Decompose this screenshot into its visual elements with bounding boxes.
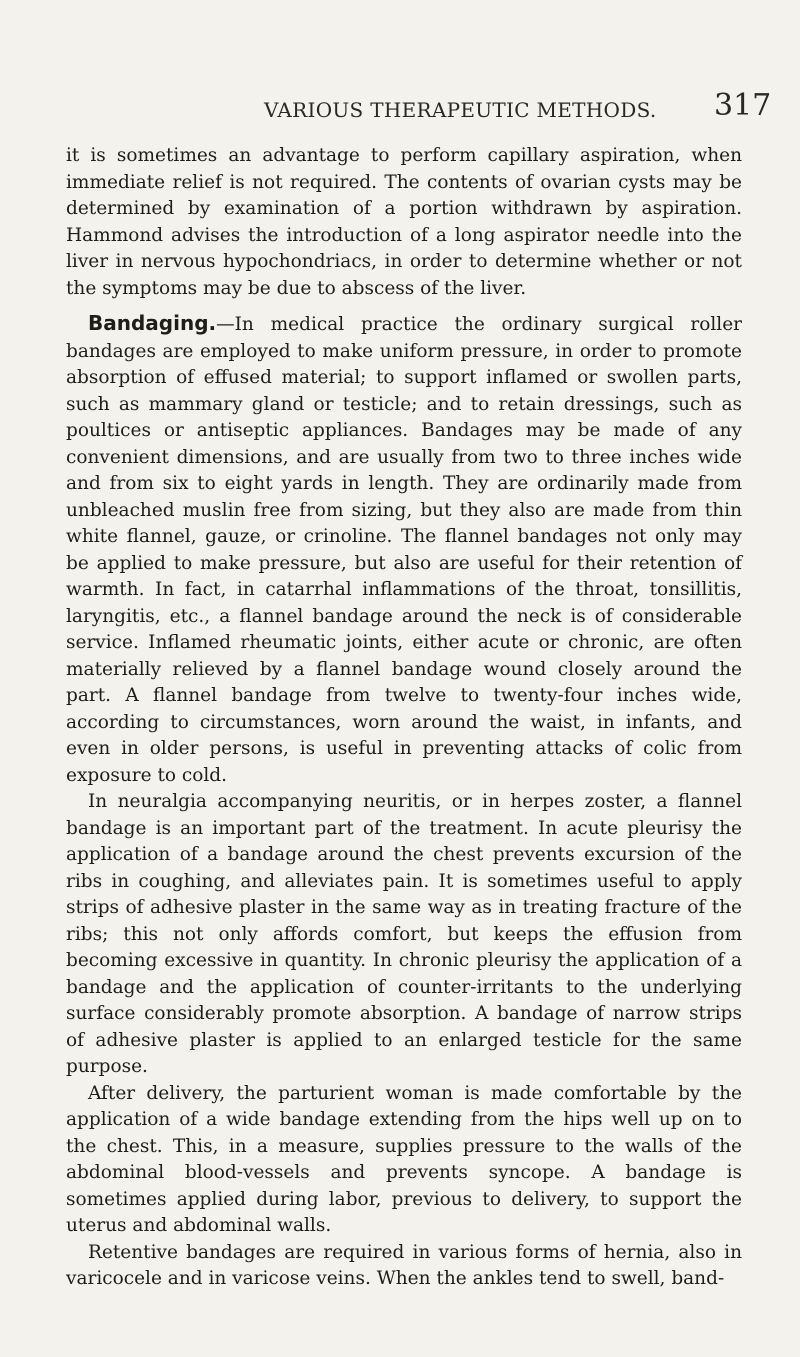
page-number: 317	[714, 88, 772, 123]
body-text	[66, 143, 742, 1293]
paragraph-delivery: After delivery, the parturient woman is made comfortable by the application of a wide bandage extending from the hips well up on to the chest. This, in a measure, supplies pressure to the walls of the abdominal blood-vessels and prevents syncope. A bandage is sometimes applied during labor, previous to delivery, to support the uterus and abdominal walls.	[66, 1082, 742, 1236]
paragraph-aspiration: it is sometimes an advantage to perform capillary aspiration, when immediate relief is not required. The contents of ovarian cysts may be determined by examination of a portion withdrawn by aspiration. Hammond advises the introduction of a long aspirator needle into the liver in nervous hypochondriacs, in order to determine whether or not the symptoms may be due to abscess of the liver.	[66, 145, 742, 299]
paragraph-bandaging	[66, 310, 742, 789]
section-heading-bandaging: Bandaging.	[88, 311, 217, 335]
paragraph-bandaging-text: —In medical practice the ordinary surgical roller bandages are employed to make uniform pressure, in order to promote absorption of effused material; to support inflamed or swollen parts, such as mammary gland or testicle; and to retain dressings, such as poultices or antiseptic appliances. Bandages may be made of any convenient dimensions, and are usually from two to three inches wide and from six to eight yards in length. They are ordinarily made from unbleached muslin free from sizing, but they also are made from thin white flannel, gauze, or crinoline. The flannel bandages not only may be applied to make pressure, but also are useful for their retention of warmth. In fact, in catarrhal inflammations of the throat, tonsillitis, laryngitis, etc., a flannel bandage around the neck is of considerable service. Inflamed rheumatic joints, either acute or chronic, are often materially relieved by a flannel bandage wound closely around the part. A flannel bandage from twelve to twenty-four inches wide, according to circumstances, worn around the waist, in infants, and even in older persons, is useful in preventing attacks of colic from exposure to cold.	[66, 314, 742, 786]
running-head: VARIOUS THERAPEUTIC METHODS.	[264, 98, 657, 122]
paragraph-retentive-bandages: Retentive bandages are required in various forms of hernia, also in varicocele and in varicose veins. When the ankles tend to swell, band-	[66, 1241, 742, 1289]
paragraph-neuralgia: In neuralgia accompanying neuritis, or in herpes zoster, a flannel bandage is an important part of the treatment. In acute pleurisy the application of a bandage around the chest prevents excursion of the ribs in coughing, and alleviates pain. It is sometimes useful to apply strips of adhesive plaster in the same way as in treating fracture of the ribs; this not only affords comfort, but keeps the effusion from becoming excessive in quantity. In chronic pleurisy the application of a bandage and the application of counter-irritants to the underlying surface considerably promote absorption. A bandage of narrow strips of adhesive plaster is applied to an enlarged testicle for the same purpose.	[66, 791, 742, 1077]
